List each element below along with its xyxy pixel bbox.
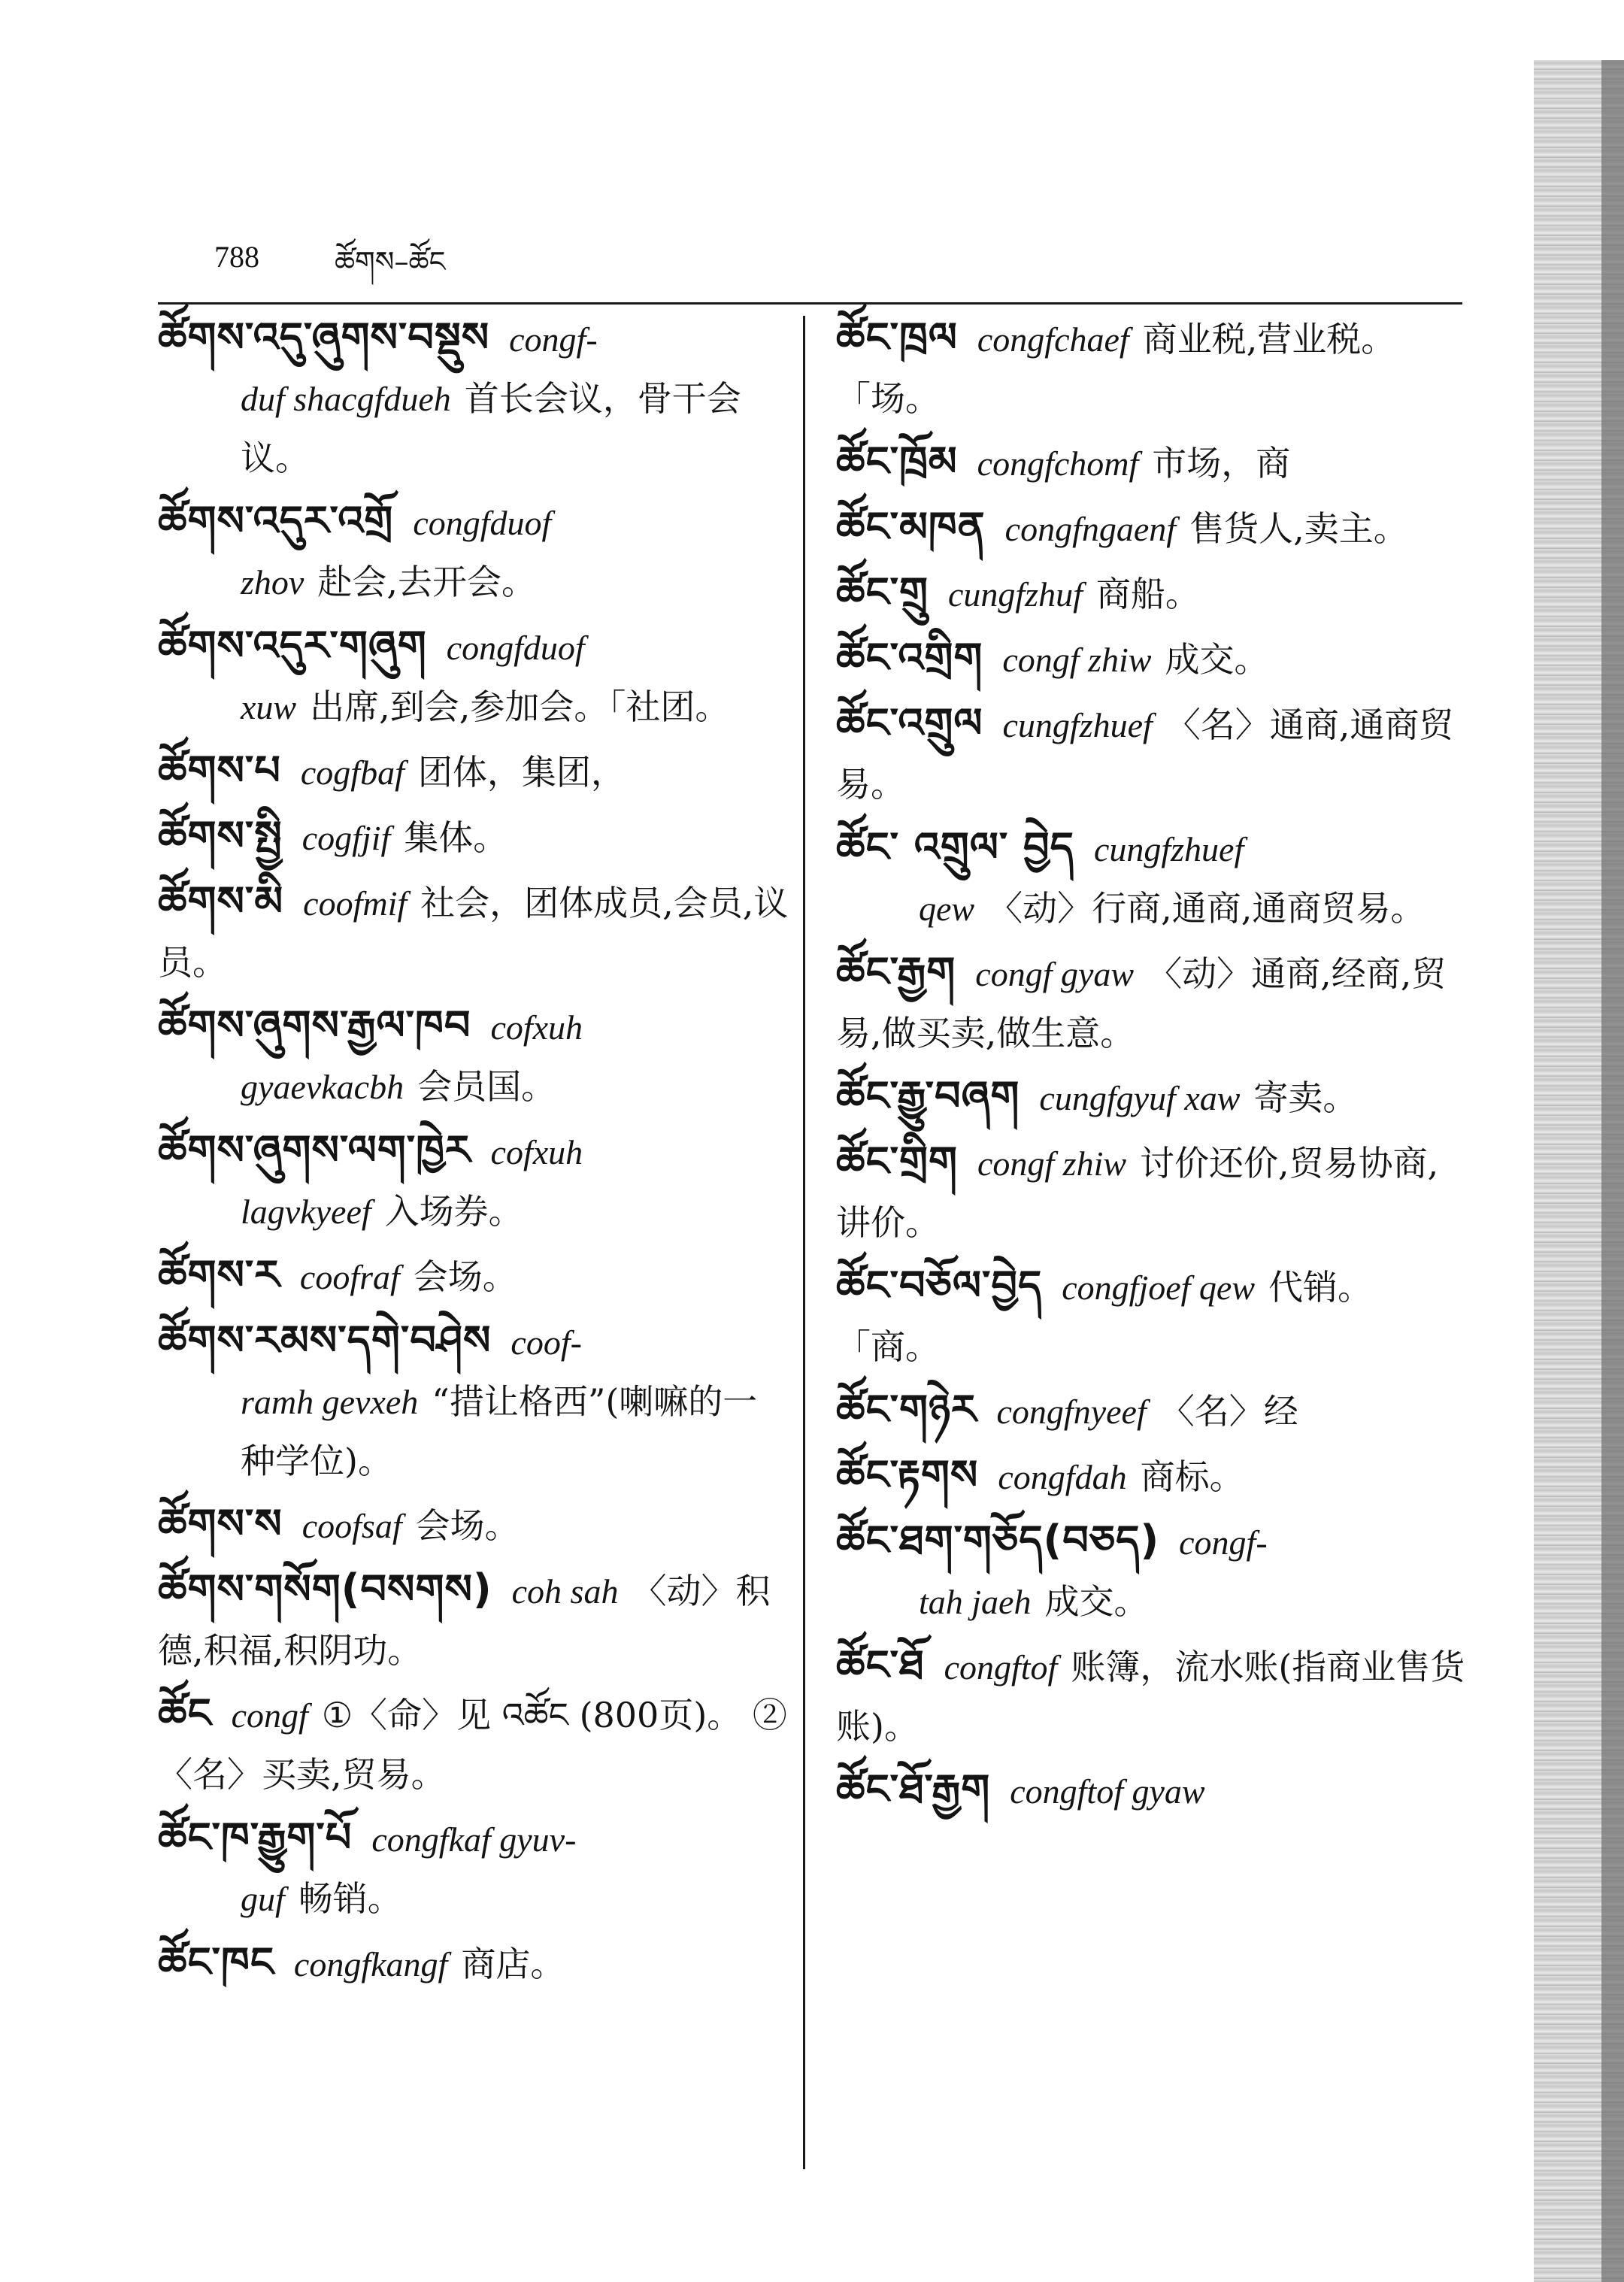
- entry-gloss: 〈动〉通商,经商,贸易,做买卖,做生意。: [836, 953, 1447, 1053]
- entry-romanization: cofxuh: [490, 1008, 583, 1047]
- entry-gloss: 首长会议，骨干会议。: [241, 378, 741, 478]
- dictionary-entry: [158, 872, 789, 992]
- dictionary-entry: [836, 629, 1468, 689]
- entry-headword: ཚོང་རྒྱུ་བཞག: [836, 1072, 1020, 1120]
- dictionary-entry: [158, 1311, 789, 1490]
- entry-romanization: congf-: [509, 320, 598, 359]
- entry-gloss: 〈动〉积德,积福,积阴功。: [158, 1571, 771, 1671]
- entry-romanization: congf-: [1179, 1523, 1268, 1562]
- dictionary-entry: [836, 308, 1468, 428]
- entry-headword: ཚོགས་ས: [158, 1500, 283, 1547]
- entry-continuation: [836, 1572, 1468, 1632]
- entry-continuation: [836, 879, 1468, 938]
- entry-gloss: 代销。 「商。: [836, 1267, 1373, 1367]
- entry-gloss: 〈名〉通商,通商贸易。: [836, 705, 1454, 805]
- dictionary-entry: [836, 498, 1468, 559]
- entry-continuation: [1205, 1771, 1219, 1811]
- entry-headword: ཚོང་འགྲུལ: [836, 699, 983, 747]
- entry-gloss: 赴会,去开会。: [317, 562, 536, 602]
- entry-romanization: cogfjif: [301, 819, 391, 857]
- entry-continuation: [1176, 508, 1408, 549]
- entry-romanization: coh sah: [511, 1572, 619, 1611]
- entry-romanization: cungfgyuf xaw: [1039, 1079, 1241, 1117]
- entry-gloss: 团体，集团，: [417, 752, 626, 792]
- entry-headword: ཚོང་ཐག་གཅོད(བཅད): [836, 1517, 1160, 1564]
- dictionary-entry: [158, 1808, 789, 1929]
- entry-romanization-cont: guf: [241, 1880, 285, 1918]
- entry-headword: ཚོང་ཁང: [158, 1938, 274, 1986]
- entry-romanization: congfngaenf: [1004, 510, 1177, 548]
- entry-continuation: [158, 1182, 789, 1241]
- entry-gloss: 寄卖。: [1253, 1077, 1358, 1118]
- entry-headword: ཚོགས་ར: [158, 1251, 280, 1299]
- dictionary-entry: [836, 1256, 1468, 1376]
- entry-romanization-cont: tah jaeh: [919, 1583, 1032, 1621]
- dictionary-entry: [158, 807, 789, 868]
- entry-continuation: [404, 752, 626, 792]
- entry-headword: ཚོང་བཅོལ་བྱེད: [836, 1262, 1043, 1309]
- entry-romanization: cofxuh: [490, 1133, 583, 1171]
- left-column: [158, 308, 789, 1999]
- entry-headword: ཚོགས་པ: [158, 747, 281, 794]
- entry-continuation: [158, 553, 789, 612]
- entry-headword: ཚོང་གཉེར: [836, 1386, 977, 1433]
- entry-gloss: 成交。: [1044, 1581, 1149, 1622]
- entry-romanization: congf: [231, 1696, 308, 1735]
- entry-romanization: cogfbaf: [300, 753, 404, 792]
- entry-romanization: cungfzhuef: [1093, 830, 1244, 868]
- dictionary-entry: [158, 1684, 789, 1804]
- entry-continuation: [447, 1944, 565, 1984]
- dictionary-entry: [836, 563, 1468, 624]
- entry-romanization: congftof gyaw: [1010, 1772, 1205, 1811]
- entry-romanization: congfjoef qew: [1062, 1268, 1256, 1307]
- dictionary-entry: [836, 1067, 1468, 1128]
- entry-romanization: congf zhiw: [1002, 641, 1152, 679]
- entry-romanization: coofraf: [299, 1258, 400, 1296]
- dictionary-entry: [158, 1495, 789, 1556]
- entry-gloss: 出席,到会,参加会。「社团。: [310, 686, 730, 727]
- entry-gloss: 〈名〉经: [1159, 1391, 1298, 1432]
- entry-romanization: congfduof: [413, 504, 552, 542]
- entry-continuation: [1147, 1391, 1298, 1432]
- entry-gloss: 会员国。: [417, 1066, 556, 1107]
- entry-headword: ཚོང་གྲིག: [836, 1138, 958, 1185]
- entry-romanization: congfdah: [998, 1458, 1127, 1496]
- entry-headword: ཚོང་ཁ་རྒྱུག་པོ: [158, 1814, 353, 1861]
- entry-gloss: 畅销。: [298, 1878, 402, 1919]
- header-rule: [158, 302, 1462, 305]
- entry-gloss: 入场券。: [384, 1191, 523, 1232]
- entry-romanization-cont: lagvkyeef: [241, 1193, 371, 1231]
- entry-gloss: 〈动〉行商,通商,通商贸易。: [988, 888, 1426, 929]
- entry-headword: ཚོགས་སྤྱི: [158, 812, 283, 859]
- entry-headword: ཚོགས་འདུར་འགྲོ: [158, 497, 394, 544]
- dictionary-entry: [836, 1760, 1468, 1821]
- entry-gloss: 成交。: [1165, 639, 1269, 680]
- page-number: 788: [214, 240, 259, 274]
- entry-gloss: 商业税,营业税。 「场。: [836, 319, 1396, 419]
- entry-romanization: coof-: [511, 1323, 582, 1362]
- entry-headword: ཚོགས་ཞུགས་ལག་ཁྱེར: [158, 1126, 471, 1174]
- entry-headword: ཚོང་འགྲིག: [836, 634, 983, 681]
- entry-continuation: [158, 1869, 789, 1929]
- entry-romanization: cungfzhuef: [1002, 706, 1153, 744]
- dictionary-entry: [158, 492, 789, 612]
- scan-binding-edge: [1601, 60, 1624, 2282]
- entry-headword: ཚོགས་གསོག(བསགས): [158, 1565, 492, 1613]
- entry-continuation: [402, 1505, 520, 1546]
- entry-gloss: 社会，团体成员,会员,议员。: [158, 883, 789, 983]
- entry-continuation: [1138, 443, 1290, 483]
- dictionary-entry: [836, 432, 1468, 493]
- entry-continuation: [1151, 639, 1268, 680]
- entry-romanization: congfchomf: [977, 444, 1139, 483]
- dictionary-entry: [836, 1380, 1468, 1441]
- dictionary-entry: [158, 1933, 789, 1994]
- running-head: ཚོགས–ཚོང: [335, 245, 446, 278]
- column-divider: [803, 316, 805, 2169]
- entry-headword: ཚོགས་འདུར་གཞུག: [158, 622, 427, 669]
- entry-headword: ཚོགས་མི: [158, 877, 284, 925]
- entry-headword: ཚོང་རྒྱག: [836, 948, 956, 996]
- entry-romanization-cont: zhov: [241, 563, 304, 602]
- entry-gloss: 市场，商: [1152, 443, 1291, 483]
- entry-continuation: [158, 1057, 789, 1117]
- entry-continuation: [836, 1647, 1465, 1747]
- entry-gloss: 讨价还价,贸易协商,讲价。: [836, 1143, 1439, 1243]
- entry-headword: ཚོང་མཁན: [836, 503, 986, 550]
- dictionary-entry: [836, 1636, 1468, 1756]
- entry-romanization-cont: gyaevkacbh: [241, 1068, 404, 1106]
- entry-headword: ཚོང་ འགྲུལ་ བྱེད: [836, 823, 1074, 871]
- dictionary-entry: [836, 943, 1468, 1062]
- entry-gloss: “措让格西”(喇嘛的一种学位)。: [241, 1381, 758, 1481]
- entry-romanization-cont: xuw: [241, 688, 297, 726]
- dictionary-entry: [158, 1560, 789, 1680]
- entry-romanization: congfkaf gyuv-: [371, 1820, 577, 1859]
- entry-headword: ཚོང་ཐོ་རྒྱག: [836, 1765, 991, 1813]
- entry-gloss: 售货人,卖主。: [1189, 508, 1408, 549]
- dictionary-entry: [158, 1121, 789, 1241]
- entry-headword: ཚོགས་རམས་དགེ་བཤེས: [158, 1317, 492, 1364]
- entry-headword: ཚོང་ཐོ: [836, 1641, 925, 1689]
- entry-gloss: 集体。: [404, 817, 508, 858]
- dictionary-entry: [158, 308, 789, 487]
- entry-headword: ཚོང་ཁྲལ: [836, 314, 958, 361]
- entry-gloss: 商船。: [1095, 574, 1200, 614]
- right-column: [836, 308, 1468, 1826]
- entry-headword: ཚོང: [158, 1690, 212, 1737]
- entry-continuation: [400, 1256, 517, 1297]
- entry-continuation: [158, 369, 789, 487]
- entry-romanization: coofsaf: [301, 1507, 402, 1545]
- dictionary-entry: [836, 818, 1468, 938]
- dictionary-entry: [158, 1246, 789, 1307]
- entry-romanization: congftof: [944, 1648, 1058, 1686]
- entry-gloss: 会场。: [413, 1256, 517, 1297]
- entry-gloss: ①〈命〉见 འཚོང (800页)。 ②〈名〉买卖,贸易。: [158, 1695, 787, 1795]
- entry-romanization-cont: duf shacgfdueh: [241, 380, 451, 418]
- entry-continuation: [158, 677, 789, 737]
- entry-romanization: coofmif: [303, 884, 408, 923]
- entry-headword: ཚོང་གྲུ: [836, 568, 929, 616]
- dictionary-entry: [158, 617, 789, 737]
- entry-gloss: 账簿，流水账(指商业售货账)。: [836, 1647, 1465, 1747]
- dictionary-entry: [836, 694, 1468, 814]
- entry-continuation: [1127, 1456, 1244, 1497]
- entry-headword: ཚོགས་ཞུགས་རྒྱལ་ཁབ: [158, 1002, 471, 1049]
- entry-continuation: [1240, 1077, 1357, 1118]
- entry-romanization-cont: qew: [919, 889, 975, 928]
- entry-headword: ཚོགས་འདུ་ཞུགས་བསྡུས: [158, 314, 490, 361]
- entry-continuation: [1083, 574, 1200, 614]
- dictionary-entry: [836, 1132, 1468, 1252]
- dictionary-entry: [158, 996, 789, 1117]
- entry-romanization: congfkangf: [293, 1945, 448, 1983]
- entry-gloss: 会场。: [415, 1505, 520, 1546]
- entry-continuation: [158, 1372, 789, 1490]
- entry-romanization: congfnyeef: [996, 1393, 1147, 1431]
- entry-continuation: [390, 817, 508, 858]
- entry-headword: ཚོང་ཁྲོམ: [836, 438, 958, 485]
- entry-gloss: 商标。: [1140, 1456, 1244, 1497]
- entry-romanization: congf zhiw: [977, 1144, 1127, 1183]
- entry-romanization: congf gyaw: [975, 955, 1135, 993]
- entry-romanization: cungfzhuf: [947, 575, 1083, 614]
- dictionary-entry: [836, 1446, 1468, 1507]
- entry-gloss: 商店。: [461, 1944, 565, 1984]
- dictionary-entry: [158, 741, 789, 802]
- entry-romanization: congfduof: [446, 629, 585, 667]
- dictionary-entry: [836, 1511, 1468, 1632]
- entry-romanization-cont: ramh gevxeh: [241, 1383, 419, 1421]
- entry-headword: ཚོང་རྟགས: [836, 1451, 979, 1499]
- entry-romanization: congfchaef: [977, 320, 1129, 359]
